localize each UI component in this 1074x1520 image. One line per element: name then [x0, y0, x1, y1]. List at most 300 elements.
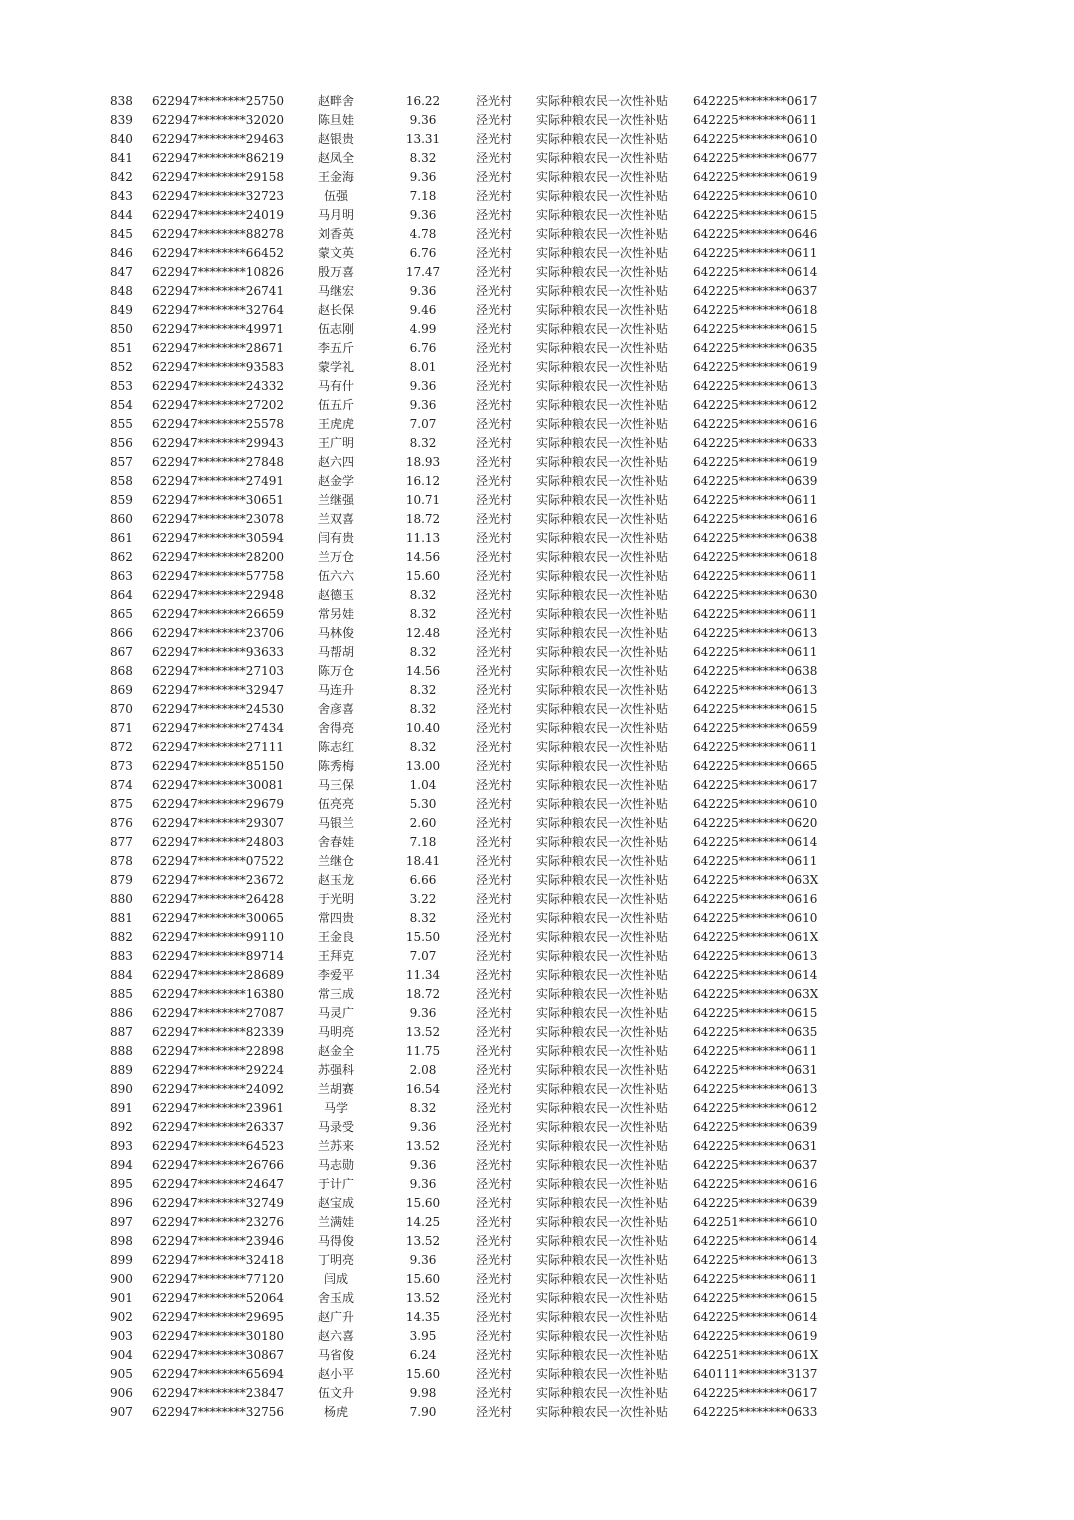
subsidy-type: 实际种粮农民一次性补贴 — [536, 398, 669, 412]
account-number: 622947********24530 — [152, 702, 284, 716]
village-name: 泾光村 — [476, 1044, 513, 1058]
account-number: 622947********77120 — [152, 1272, 284, 1286]
account-number: 622947********24092 — [152, 1082, 284, 1096]
row-number: 887 — [110, 1025, 133, 1039]
subsidy-amount: 13.52 — [405, 1139, 441, 1153]
table-row — [0, 1080, 1074, 1099]
account-number: 622947********93583 — [152, 360, 284, 374]
village-name: 泾光村 — [476, 569, 513, 583]
id-number: 642225********0611 — [693, 569, 818, 583]
village-name: 泾光村 — [476, 664, 513, 678]
subsidy-amount: 8.32 — [409, 588, 437, 602]
table-row — [0, 1270, 1074, 1289]
subsidy-amount: 8.01 — [409, 360, 437, 374]
subsidy-amount: 3.95 — [409, 1329, 437, 1343]
village-name: 泾光村 — [476, 284, 513, 298]
id-number: 642225********0639 — [693, 1196, 818, 1210]
village-name: 泾光村 — [476, 474, 513, 488]
village-name: 泾光村 — [476, 1139, 513, 1153]
row-number: 897 — [110, 1215, 133, 1229]
subsidy-amount: 9.36 — [409, 1120, 437, 1134]
id-number: 642251********061X — [693, 1348, 819, 1362]
row-number: 900 — [110, 1272, 133, 1286]
table-row — [0, 92, 1074, 111]
id-number: 642225********0616 — [693, 417, 818, 431]
subsidy-amount: 11.75 — [405, 1044, 441, 1058]
table-row — [0, 795, 1074, 814]
account-number: 622947********29224 — [152, 1063, 284, 1077]
row-number: 877 — [110, 835, 133, 849]
village-name: 泾光村 — [476, 208, 513, 222]
farmer-name: 马三保 — [317, 778, 354, 792]
village-name: 泾光村 — [476, 607, 513, 621]
village-name: 泾光村 — [476, 1348, 513, 1362]
row-number: 848 — [110, 284, 133, 298]
row-number: 892 — [110, 1120, 133, 1134]
subsidy-amount: 9.36 — [409, 1177, 437, 1191]
table-row — [0, 966, 1074, 985]
subsidy-type: 实际种粮农民一次性补贴 — [536, 645, 669, 659]
subsidy-amount: 18.41 — [405, 854, 441, 868]
row-number: 869 — [110, 683, 133, 697]
subsidy-type: 实际种粮农民一次性补贴 — [536, 626, 669, 640]
village-name: 泾光村 — [476, 759, 513, 773]
account-number: 622947********32756 — [152, 1405, 284, 1419]
row-number: 862 — [110, 550, 133, 564]
id-number: 642225********0611 — [693, 645, 818, 659]
row-number: 890 — [110, 1082, 133, 1096]
account-number: 622947********10826 — [152, 265, 284, 279]
id-number: 642225********0615 — [693, 702, 818, 716]
row-number: 889 — [110, 1063, 133, 1077]
farmer-name: 舍彦喜 — [317, 702, 354, 716]
row-number: 884 — [110, 968, 133, 982]
id-number: 642225********0611 — [693, 740, 818, 754]
subsidy-amount: 2.60 — [409, 816, 437, 830]
subsidy-type: 实际种粮农民一次性补贴 — [536, 1063, 669, 1077]
row-number: 902 — [110, 1310, 133, 1324]
farmer-name: 陈志红 — [317, 740, 354, 754]
village-name: 泾光村 — [476, 1253, 513, 1267]
subsidy-amount: 12.48 — [405, 626, 441, 640]
village-name: 泾光村 — [476, 189, 513, 203]
account-number: 622947********28689 — [152, 968, 284, 982]
account-number: 622947********99110 — [152, 930, 284, 944]
farmer-name: 马录受 — [317, 1120, 354, 1134]
village-name: 泾光村 — [476, 398, 513, 412]
village-name: 泾光村 — [476, 1386, 513, 1400]
account-number: 622947********30081 — [152, 778, 284, 792]
village-name: 泾光村 — [476, 1101, 513, 1115]
subsidy-amount: 9.36 — [409, 398, 437, 412]
account-number: 622947********32749 — [152, 1196, 284, 1210]
subsidy-type: 实际种粮农民一次性补贴 — [536, 797, 669, 811]
subsidy-amount: 3.22 — [409, 892, 437, 906]
table-row — [0, 985, 1074, 1004]
id-number: 642225********0618 — [693, 303, 818, 317]
subsidy-amount: 6.76 — [409, 246, 437, 260]
id-number: 642225********0615 — [693, 208, 818, 222]
subsidy-type: 实际种粮农民一次性补贴 — [536, 227, 669, 241]
farmer-name: 马志勋 — [317, 1158, 354, 1172]
village-name: 泾光村 — [476, 1063, 513, 1077]
id-number: 642225********063X — [693, 987, 819, 1001]
village-name: 泾光村 — [476, 1025, 513, 1039]
village-name: 泾光村 — [476, 512, 513, 526]
farmer-name: 赵金全 — [317, 1044, 354, 1058]
farmer-name: 殷万喜 — [317, 265, 354, 279]
subsidy-amount: 8.32 — [409, 911, 437, 925]
table-row — [0, 1137, 1074, 1156]
subsidy-amount: 15.60 — [405, 1367, 441, 1381]
farmer-name: 刘香英 — [317, 227, 354, 241]
farmer-name: 马灵广 — [317, 1006, 354, 1020]
id-number: 642225********0638 — [693, 531, 818, 545]
row-number: 867 — [110, 645, 133, 659]
table-row — [0, 928, 1074, 947]
table-row — [0, 529, 1074, 548]
id-number: 642225********0610 — [693, 189, 818, 203]
subsidy-amount: 9.36 — [409, 113, 437, 127]
subsidy-amount: 5.30 — [409, 797, 437, 811]
id-number: 642225********0615 — [693, 322, 818, 336]
id-number: 642225********0613 — [693, 1082, 818, 1096]
village-name: 泾光村 — [476, 151, 513, 165]
id-number: 642225********0631 — [693, 1063, 818, 1077]
table-row — [0, 871, 1074, 890]
subsidy-type: 实际种粮农民一次性补贴 — [536, 1367, 669, 1381]
village-name: 泾光村 — [476, 835, 513, 849]
account-number: 622947********29463 — [152, 132, 284, 146]
account-number: 622947********57758 — [152, 569, 284, 583]
subsidy-amount: 15.60 — [405, 1272, 441, 1286]
table-row — [0, 662, 1074, 681]
subsidy-amount: 11.34 — [405, 968, 441, 982]
subsidy-type: 实际种粮农民一次性补贴 — [536, 759, 669, 773]
table-row — [0, 814, 1074, 833]
subsidy-type: 实际种粮农民一次性补贴 — [536, 816, 669, 830]
id-number: 642225********0659 — [693, 721, 818, 735]
row-number: 841 — [110, 151, 133, 165]
account-number: 622947********23672 — [152, 873, 284, 887]
village-name: 泾光村 — [476, 94, 513, 108]
subsidy-type: 实际种粮农民一次性补贴 — [536, 1101, 669, 1115]
subsidy-type: 实际种粮农民一次性补贴 — [536, 873, 669, 887]
subsidy-type: 实际种粮农民一次性补贴 — [536, 341, 669, 355]
account-number: 622947********07522 — [152, 854, 284, 868]
account-number: 622947********29695 — [152, 1310, 284, 1324]
village-name: 泾光村 — [476, 949, 513, 963]
village-name: 泾光村 — [476, 1272, 513, 1286]
table-row — [0, 263, 1074, 282]
subsidy-amount: 7.90 — [409, 1405, 437, 1419]
account-number: 622947********28200 — [152, 550, 284, 564]
id-number: 642225********0646 — [693, 227, 818, 241]
row-number: 864 — [110, 588, 133, 602]
village-name: 泾光村 — [476, 702, 513, 716]
id-number: 642225********0610 — [693, 132, 818, 146]
subsidy-amount: 16.22 — [405, 94, 441, 108]
subsidy-amount: 10.40 — [405, 721, 441, 735]
table-row — [0, 1384, 1074, 1403]
farmer-name: 李五斤 — [317, 341, 354, 355]
farmer-name: 马林俊 — [317, 626, 354, 640]
subsidy-amount: 9.36 — [409, 379, 437, 393]
row-number: 840 — [110, 132, 133, 146]
subsidy-type: 实际种粮农民一次性补贴 — [536, 1044, 669, 1058]
account-number: 622947********26428 — [152, 892, 284, 906]
subsidy-type: 实际种粮农民一次性补贴 — [536, 1158, 669, 1172]
subsidy-amount: 11.13 — [405, 531, 441, 545]
table-row — [0, 1232, 1074, 1251]
account-number: 622947********27111 — [152, 740, 284, 754]
account-number: 622947********49971 — [152, 322, 284, 336]
account-number: 622947********16380 — [152, 987, 284, 1001]
account-number: 622947********24332 — [152, 379, 284, 393]
account-number: 622947********27202 — [152, 398, 284, 412]
farmer-name: 马学 — [323, 1101, 348, 1115]
village-name: 泾光村 — [476, 1367, 513, 1381]
subsidy-type: 实际种粮农民一次性补贴 — [536, 1120, 669, 1134]
id-number: 642225********0616 — [693, 892, 818, 906]
account-number: 622947********24803 — [152, 835, 284, 849]
row-number: 847 — [110, 265, 133, 279]
farmer-name: 赵银贵 — [317, 132, 354, 146]
id-number: 642225********0638 — [693, 664, 818, 678]
village-name: 泾光村 — [476, 683, 513, 697]
table-row — [0, 282, 1074, 301]
farmer-name: 常另娃 — [317, 607, 354, 621]
farmer-name: 赵六喜 — [317, 1329, 354, 1343]
farmer-name: 赵凤全 — [317, 151, 354, 165]
table-row — [0, 377, 1074, 396]
row-number: 852 — [110, 360, 133, 374]
account-number: 622947********82339 — [152, 1025, 284, 1039]
subsidy-amount: 18.72 — [405, 512, 441, 526]
account-number: 622947********28671 — [152, 341, 284, 355]
subsidy-amount: 8.32 — [409, 151, 437, 165]
farmer-name: 伍志刚 — [317, 322, 354, 336]
id-number: 642225********0613 — [693, 626, 818, 640]
row-number: 872 — [110, 740, 133, 754]
row-number: 845 — [110, 227, 133, 241]
account-number: 622947********23847 — [152, 1386, 284, 1400]
subsidy-amount: 18.72 — [405, 987, 441, 1001]
id-number: 642225********0614 — [693, 835, 818, 849]
row-number: 895 — [110, 1177, 133, 1191]
subsidy-table — [0, 92, 1074, 1422]
subsidy-type: 实际种粮农民一次性补贴 — [536, 1025, 669, 1039]
id-number: 642225********0615 — [693, 1291, 818, 1305]
farmer-name: 舍玉成 — [317, 1291, 354, 1305]
table-row — [0, 1289, 1074, 1308]
account-number: 622947********85150 — [152, 759, 284, 773]
table-row — [0, 472, 1074, 491]
id-number: 642225********0611 — [693, 607, 818, 621]
id-number: 642225********0637 — [693, 284, 818, 298]
id-number: 642225********0635 — [693, 341, 818, 355]
village-name: 泾光村 — [476, 455, 513, 469]
id-number: 642225********0619 — [693, 360, 818, 374]
subsidy-amount: 9.36 — [409, 208, 437, 222]
village-name: 泾光村 — [476, 246, 513, 260]
subsidy-type: 实际种粮农民一次性补贴 — [536, 493, 669, 507]
subsidy-amount: 13.31 — [405, 132, 441, 146]
row-number: 885 — [110, 987, 133, 1001]
farmer-name: 舍春娃 — [317, 835, 354, 849]
subsidy-type: 实际种粮农民一次性补贴 — [536, 968, 669, 982]
id-number: 642225********0618 — [693, 550, 818, 564]
village-name: 泾光村 — [476, 436, 513, 450]
subsidy-type: 实际种粮农民一次性补贴 — [536, 531, 669, 545]
row-number: 893 — [110, 1139, 133, 1153]
account-number: 622947********27848 — [152, 455, 284, 469]
account-number: 622947********52064 — [152, 1291, 284, 1305]
table-row — [0, 833, 1074, 852]
account-number: 622947********25578 — [152, 417, 284, 431]
village-name: 泾光村 — [476, 968, 513, 982]
row-number: 844 — [110, 208, 133, 222]
row-number: 888 — [110, 1044, 133, 1058]
row-number: 854 — [110, 398, 133, 412]
table-row — [0, 1099, 1074, 1118]
subsidy-type: 实际种粮农民一次性补贴 — [536, 835, 669, 849]
row-number: 906 — [110, 1386, 133, 1400]
subsidy-type: 实际种粮农民一次性补贴 — [536, 1405, 669, 1419]
subsidy-amount: 9.98 — [409, 1386, 437, 1400]
farmer-name: 蒙学礼 — [317, 360, 354, 374]
village-name: 泾光村 — [476, 1177, 513, 1191]
table-row — [0, 1403, 1074, 1422]
id-number: 642225********0611 — [693, 1272, 818, 1286]
subsidy-amount: 8.32 — [409, 740, 437, 754]
id-number: 640111********3137 — [693, 1367, 818, 1381]
village-name: 泾光村 — [476, 911, 513, 925]
row-number: 891 — [110, 1101, 133, 1115]
subsidy-type: 实际种粮农民一次性补贴 — [536, 303, 669, 317]
subsidy-type: 实际种粮农民一次性补贴 — [536, 360, 669, 374]
row-number: 903 — [110, 1329, 133, 1343]
subsidy-type: 实际种粮农民一次性补贴 — [536, 987, 669, 1001]
table-row — [0, 624, 1074, 643]
farmer-name: 赵小平 — [317, 1367, 354, 1381]
id-number: 642225********061X — [693, 930, 819, 944]
subsidy-type: 实际种粮农民一次性补贴 — [536, 151, 669, 165]
farmer-name: 伍强 — [323, 189, 348, 203]
table-row — [0, 719, 1074, 738]
table-row — [0, 320, 1074, 339]
table-row — [0, 1251, 1074, 1270]
row-number: 871 — [110, 721, 133, 735]
village-name: 泾光村 — [476, 303, 513, 317]
table-row — [0, 206, 1074, 225]
id-number: 642225********0610 — [693, 797, 818, 811]
farmer-name: 伍六六 — [317, 569, 354, 583]
village-name: 泾光村 — [476, 797, 513, 811]
village-name: 泾光村 — [476, 417, 513, 431]
village-name: 泾光村 — [476, 816, 513, 830]
id-number: 642225********0613 — [693, 379, 818, 393]
farmer-name: 马得俊 — [317, 1234, 354, 1248]
village-name: 泾光村 — [476, 854, 513, 868]
table-row — [0, 396, 1074, 415]
subsidy-type: 实际种粮农民一次性补贴 — [536, 265, 669, 279]
subsidy-type: 实际种粮农民一次性补贴 — [536, 1006, 669, 1020]
subsidy-type: 实际种粮农民一次性补贴 — [536, 588, 669, 602]
village-name: 泾光村 — [476, 1215, 513, 1229]
village-name: 泾光村 — [476, 588, 513, 602]
row-number: 899 — [110, 1253, 133, 1267]
account-number: 622947********24019 — [152, 208, 284, 222]
subsidy-amount: 9.36 — [409, 1006, 437, 1020]
id-number: 642225********0631 — [693, 1139, 818, 1153]
id-number: 642225********0616 — [693, 512, 818, 526]
subsidy-amount: 6.76 — [409, 341, 437, 355]
table-row — [0, 187, 1074, 206]
subsidy-amount: 7.18 — [409, 835, 437, 849]
table-row — [0, 643, 1074, 662]
id-number: 642225********0613 — [693, 949, 818, 963]
row-number: 838 — [110, 94, 133, 108]
subsidy-amount: 14.56 — [405, 550, 441, 564]
row-number: 896 — [110, 1196, 133, 1210]
row-number: 865 — [110, 607, 133, 621]
id-number: 642225********0612 — [693, 1101, 818, 1115]
id-number: 642225********0633 — [693, 436, 818, 450]
subsidy-amount: 8.32 — [409, 645, 437, 659]
id-number: 642225********0613 — [693, 683, 818, 697]
account-number: 622947********22948 — [152, 588, 284, 602]
subsidy-type: 实际种粮农民一次性补贴 — [536, 1272, 669, 1286]
account-number: 622947********30594 — [152, 531, 284, 545]
farmer-name: 伍文升 — [317, 1386, 354, 1400]
account-number: 622947********30180 — [152, 1329, 284, 1343]
id-number: 642225********0616 — [693, 1177, 818, 1191]
account-number: 622947********86219 — [152, 151, 284, 165]
row-number: 855 — [110, 417, 133, 431]
farmer-name: 王虎虎 — [317, 417, 354, 431]
subsidy-amount: 15.60 — [405, 1196, 441, 1210]
subsidy-amount: 14.35 — [405, 1310, 441, 1324]
subsidy-amount: 9.36 — [409, 1158, 437, 1172]
subsidy-type: 实际种粮农民一次性补贴 — [536, 778, 669, 792]
subsidy-amount: 9.36 — [409, 284, 437, 298]
id-number: 642225********0612 — [693, 398, 818, 412]
subsidy-type: 实际种粮农民一次性补贴 — [536, 664, 669, 678]
subsidy-type: 实际种粮农民一次性补贴 — [536, 1215, 669, 1229]
farmer-name: 赵金学 — [317, 474, 354, 488]
id-number: 642225********0635 — [693, 1025, 818, 1039]
row-number: 876 — [110, 816, 133, 830]
id-number: 642225********0617 — [693, 94, 818, 108]
farmer-name: 赵长保 — [317, 303, 354, 317]
subsidy-amount: 9.36 — [409, 1253, 437, 1267]
account-number: 622947********89714 — [152, 949, 284, 963]
row-number: 868 — [110, 664, 133, 678]
id-number: 642225********0619 — [693, 1329, 818, 1343]
subsidy-amount: 13.52 — [405, 1234, 441, 1248]
subsidy-type: 实际种粮农民一次性补贴 — [536, 702, 669, 716]
village-name: 泾光村 — [476, 1006, 513, 1020]
account-number: 622947********32020 — [152, 113, 284, 127]
table-row — [0, 130, 1074, 149]
account-number: 622947********29679 — [152, 797, 284, 811]
id-number: 642225********0630 — [693, 588, 818, 602]
subsidy-type: 实际种粮农民一次性补贴 — [536, 417, 669, 431]
row-number: 894 — [110, 1158, 133, 1172]
id-number: 642225********0617 — [693, 778, 818, 792]
farmer-name: 伍亮亮 — [317, 797, 354, 811]
